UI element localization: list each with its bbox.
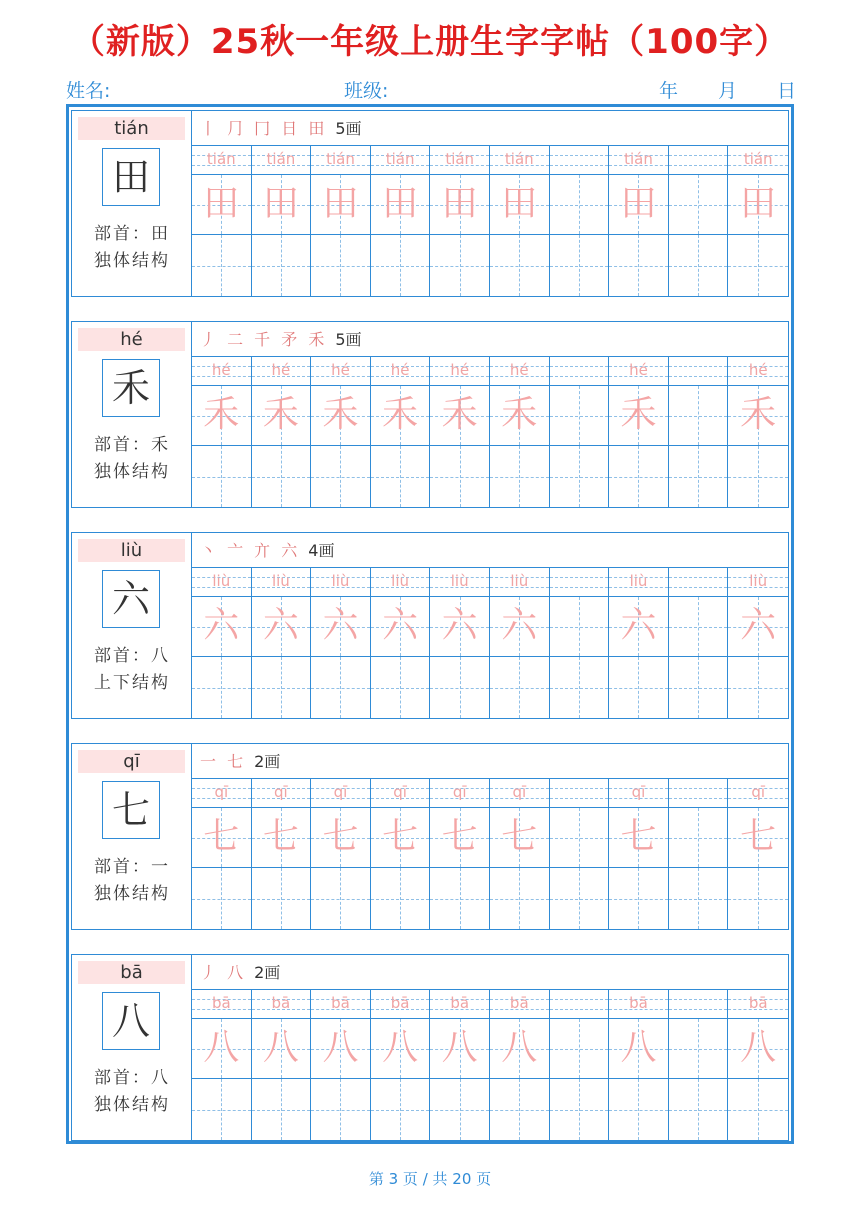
pinyin-cell[interactable] xyxy=(430,568,490,597)
trace-pinyin: hé xyxy=(331,361,350,379)
practice-grid xyxy=(192,779,788,929)
trace-pinyin: liù xyxy=(510,572,529,590)
trace-cell[interactable] xyxy=(371,808,431,868)
trace-pinyin: tián xyxy=(206,150,236,168)
writing-cell[interactable] xyxy=(371,868,431,929)
pinyin-cell[interactable] xyxy=(550,357,610,386)
trace-character: 八 xyxy=(262,1027,299,1068)
stroke-count: 2画 xyxy=(254,963,281,982)
pinyin-cell[interactable] xyxy=(609,146,669,175)
trace-character: 田 xyxy=(262,183,299,224)
pinyin-cell[interactable] xyxy=(252,568,312,597)
writing-cell[interactable] xyxy=(252,1079,312,1140)
trace-character: 禾 xyxy=(382,394,419,435)
trace-character: 田 xyxy=(322,183,359,224)
writing-cell[interactable] xyxy=(609,868,669,929)
trace-character: 禾 xyxy=(262,394,299,435)
trace-character: 六 xyxy=(441,605,478,646)
writing-cell[interactable] xyxy=(669,446,729,507)
writing-cell[interactable] xyxy=(311,657,371,718)
trace-character: 禾 xyxy=(620,394,657,435)
trace-character: 六 xyxy=(620,605,657,646)
writing-cell[interactable] xyxy=(490,657,550,718)
pinyin-cell[interactable] xyxy=(430,779,490,808)
writing-cell[interactable] xyxy=(550,446,610,507)
pinyin-cell[interactable] xyxy=(192,357,252,386)
trace-cell[interactable] xyxy=(192,175,252,235)
trace-cell[interactable] xyxy=(669,1019,729,1079)
trace-cell[interactable] xyxy=(192,808,252,868)
trace-pinyin: liù xyxy=(271,572,290,590)
trace-character: 七 xyxy=(620,816,657,857)
pinyin-cell[interactable] xyxy=(311,357,371,386)
trace-character: 七 xyxy=(441,816,478,857)
trace-pinyin: tián xyxy=(445,150,475,168)
trace-character: 八 xyxy=(620,1027,657,1068)
trace-character: 七 xyxy=(262,816,299,857)
stroke-order xyxy=(192,322,788,357)
character-info-panel xyxy=(72,533,192,718)
trace-cell[interactable] xyxy=(669,175,729,235)
writing-cell[interactable] xyxy=(550,1079,610,1140)
year-label: 年 xyxy=(658,80,678,102)
trace-cell[interactable] xyxy=(311,175,371,235)
trace-pinyin: tián xyxy=(385,150,415,168)
character-block xyxy=(71,532,789,719)
pinyin-cell[interactable] xyxy=(430,146,490,175)
writing-cell[interactable] xyxy=(490,446,550,507)
pinyin-cell[interactable] xyxy=(490,568,550,597)
writing-cell[interactable] xyxy=(550,657,610,718)
pinyin-cell[interactable] xyxy=(728,357,788,386)
trace-character: 六 xyxy=(740,605,777,646)
writing-cell[interactable] xyxy=(430,868,490,929)
pinyin-cell[interactable] xyxy=(728,568,788,597)
trace-cell[interactable] xyxy=(609,808,669,868)
trace-pinyin: hé xyxy=(748,361,768,379)
writing-cell[interactable] xyxy=(371,235,431,296)
pinyin-label: tián xyxy=(78,117,185,140)
writing-cell[interactable] xyxy=(728,235,788,296)
practice-grid xyxy=(192,146,788,296)
page-title: （新版）25秋一年级上册生字字帖（100字） xyxy=(70,22,790,62)
trace-character: 六 xyxy=(501,605,538,646)
trace-character: 七 xyxy=(203,816,240,857)
structure-text: 独体结构 xyxy=(94,884,170,904)
stroke-order xyxy=(192,533,788,568)
trace-character: 田 xyxy=(382,183,419,224)
stroke-sequence: 丿 二 千 矛 禾 xyxy=(200,330,328,349)
trace-cell[interactable] xyxy=(252,386,312,446)
trace-cell[interactable] xyxy=(609,386,669,446)
trace-cell[interactable] xyxy=(252,1019,312,1079)
class-label: 班级: xyxy=(344,80,389,102)
trace-pinyin: liù xyxy=(450,572,469,590)
trace-character: 禾 xyxy=(441,394,478,435)
character-info-panel xyxy=(72,322,192,507)
trace-cell[interactable] xyxy=(192,386,252,446)
trace-pinyin: bā xyxy=(271,994,291,1012)
trace-pinyin: tián xyxy=(624,150,653,168)
trace-character: 六 xyxy=(322,605,359,646)
trace-pinyin: liù xyxy=(749,572,768,590)
trace-character: 禾 xyxy=(740,394,777,435)
trace-character: 七 xyxy=(501,816,538,857)
radical-text: 部首：一 xyxy=(94,857,170,877)
trace-pinyin: liù xyxy=(331,572,350,590)
practice-grid xyxy=(192,990,788,1140)
trace-character: 八 xyxy=(441,1027,478,1068)
pinyin-cell[interactable] xyxy=(609,568,669,597)
trace-pinyin: liù xyxy=(212,572,231,590)
structure-text: 独体结构 xyxy=(94,1095,170,1115)
trace-cell[interactable] xyxy=(550,1019,610,1079)
practice-grid xyxy=(192,568,788,718)
trace-cell[interactable] xyxy=(609,1019,669,1079)
pinyin-cell[interactable] xyxy=(371,146,431,175)
radical-text: 部首：禾 xyxy=(94,435,170,455)
writing-cell[interactable] xyxy=(728,868,788,929)
stroke-order xyxy=(192,111,788,146)
character-info-panel xyxy=(72,744,192,929)
trace-pinyin: qī xyxy=(512,783,527,801)
trace-pinyin: qī xyxy=(393,783,407,801)
character-info-panel xyxy=(72,955,192,1140)
trace-character: 六 xyxy=(203,605,240,646)
pinyin-cell[interactable] xyxy=(490,779,550,808)
pinyin-cell[interactable] xyxy=(371,779,431,808)
trace-pinyin: qī xyxy=(333,783,348,801)
stroke-count: 5画 xyxy=(335,330,362,349)
trace-cell[interactable] xyxy=(669,386,729,446)
pinyin-cell[interactable] xyxy=(728,779,788,808)
trace-cell[interactable] xyxy=(252,175,312,235)
pinyin-cell[interactable] xyxy=(609,990,669,1019)
pinyin-label: qī xyxy=(78,750,185,773)
trace-pinyin: qī xyxy=(751,783,766,801)
trace-cell[interactable] xyxy=(311,386,371,446)
trace-cell[interactable] xyxy=(430,386,490,446)
writing-cell[interactable] xyxy=(669,868,729,929)
date-labels xyxy=(659,76,796,102)
pinyin-cell[interactable] xyxy=(192,779,252,808)
trace-cell[interactable] xyxy=(371,597,431,657)
stroke-count: 2画 xyxy=(254,752,281,771)
trace-pinyin: bā xyxy=(450,994,470,1012)
trace-pinyin: qī xyxy=(631,783,646,801)
trace-pinyin: hé xyxy=(211,361,231,379)
writing-cell[interactable] xyxy=(669,235,729,296)
trace-pinyin: liù xyxy=(629,572,648,590)
pinyin-cell[interactable] xyxy=(550,779,610,808)
pinyin-cell[interactable] xyxy=(311,990,371,1019)
pinyin-cell[interactable] xyxy=(192,990,252,1019)
trace-pinyin: qī xyxy=(214,783,229,801)
trace-character: 八 xyxy=(382,1027,419,1068)
radical-text: 部首：田 xyxy=(94,224,170,244)
writing-cell[interactable] xyxy=(490,235,550,296)
pinyin-label: hé xyxy=(78,328,185,351)
writing-cell[interactable] xyxy=(609,446,669,507)
trace-cell[interactable] xyxy=(490,386,550,446)
trace-pinyin: hé xyxy=(390,361,410,379)
writing-cell[interactable] xyxy=(609,235,669,296)
pinyin-cell[interactable] xyxy=(728,990,788,1019)
trace-pinyin: bā xyxy=(211,994,231,1012)
pinyin-cell[interactable] xyxy=(430,357,490,386)
writing-cell[interactable] xyxy=(252,235,312,296)
writing-cell[interactable] xyxy=(430,1079,490,1140)
trace-cell[interactable] xyxy=(728,808,788,868)
trace-pinyin: tián xyxy=(743,150,773,168)
writing-cell[interactable] xyxy=(430,235,490,296)
stroke-sequence: 一 七 xyxy=(200,752,247,771)
trace-cell[interactable] xyxy=(550,597,610,657)
pinyin-cell[interactable] xyxy=(609,357,669,386)
pinyin-cell[interactable] xyxy=(550,146,610,175)
trace-pinyin: hé xyxy=(509,361,529,379)
writing-cell[interactable] xyxy=(550,235,610,296)
stroke-count: 4画 xyxy=(308,541,335,560)
month-label: 月 xyxy=(717,80,737,102)
trace-cell[interactable] xyxy=(430,1019,490,1079)
writing-cell[interactable] xyxy=(311,1079,371,1140)
trace-character: 禾 xyxy=(322,394,359,435)
model-character: 田 xyxy=(102,148,160,206)
pinyin-cell[interactable] xyxy=(252,779,312,808)
trace-cell[interactable] xyxy=(669,808,729,868)
day-label: 日 xyxy=(776,80,796,102)
pinyin-cell[interactable] xyxy=(669,779,729,808)
trace-pinyin: tián xyxy=(266,150,296,168)
trace-character: 田 xyxy=(740,183,777,224)
pinyin-cell[interactable] xyxy=(609,779,669,808)
trace-cell[interactable] xyxy=(430,597,490,657)
trace-pinyin: bā xyxy=(390,994,410,1012)
pinyin-cell[interactable] xyxy=(371,568,431,597)
pinyin-label: bā xyxy=(78,961,185,984)
writing-cell[interactable] xyxy=(669,1079,729,1140)
pinyin-cell[interactable] xyxy=(669,568,729,597)
stroke-sequence: 丿 八 xyxy=(200,963,247,982)
pinyin-cell[interactable] xyxy=(669,357,729,386)
trace-cell[interactable] xyxy=(371,1019,431,1079)
pinyin-cell[interactable] xyxy=(490,990,550,1019)
writing-cell[interactable] xyxy=(728,657,788,718)
trace-cell[interactable] xyxy=(609,597,669,657)
writing-cell[interactable] xyxy=(609,1079,669,1140)
trace-cell[interactable] xyxy=(669,597,729,657)
writing-cell[interactable] xyxy=(252,446,312,507)
trace-cell[interactable] xyxy=(311,597,371,657)
writing-cell[interactable] xyxy=(609,657,669,718)
trace-cell[interactable] xyxy=(430,175,490,235)
trace-pinyin: qī xyxy=(274,783,288,801)
trace-character: 田 xyxy=(620,183,657,224)
trace-character: 田 xyxy=(501,183,538,224)
trace-pinyin: tián xyxy=(504,150,534,168)
writing-cell[interactable] xyxy=(490,1079,550,1140)
trace-pinyin: bā xyxy=(748,994,768,1012)
trace-cell[interactable] xyxy=(550,175,610,235)
trace-cell[interactable] xyxy=(311,1019,371,1079)
trace-cell[interactable] xyxy=(550,386,610,446)
trace-cell[interactable] xyxy=(252,597,312,657)
trace-pinyin: hé xyxy=(271,361,291,379)
writing-cell[interactable] xyxy=(371,657,431,718)
model-character: 禾 xyxy=(102,359,160,417)
trace-cell[interactable] xyxy=(550,808,610,868)
pinyin-cell[interactable] xyxy=(490,357,550,386)
writing-cell[interactable] xyxy=(192,446,252,507)
trace-pinyin: bā xyxy=(509,994,529,1012)
writing-cell[interactable] xyxy=(371,1079,431,1140)
trace-character: 田 xyxy=(441,183,478,224)
pinyin-cell[interactable] xyxy=(311,146,371,175)
trace-cell[interactable] xyxy=(490,597,550,657)
trace-cell[interactable] xyxy=(728,386,788,446)
writing-cell[interactable] xyxy=(311,868,371,929)
writing-cell[interactable] xyxy=(371,446,431,507)
pinyin-cell[interactable] xyxy=(669,990,729,1019)
trace-character: 七 xyxy=(382,816,419,857)
trace-pinyin: liù xyxy=(391,572,410,590)
trace-cell[interactable] xyxy=(371,386,431,446)
pinyin-cell[interactable] xyxy=(430,990,490,1019)
writing-cell[interactable] xyxy=(192,1079,252,1140)
pinyin-cell[interactable] xyxy=(252,990,312,1019)
pinyin-cell[interactable] xyxy=(252,146,312,175)
stroke-order xyxy=(192,955,788,990)
structure-text: 上下结构 xyxy=(94,673,170,693)
pinyin-cell[interactable] xyxy=(311,568,371,597)
writing-cell[interactable] xyxy=(430,657,490,718)
trace-character: 七 xyxy=(322,816,359,857)
writing-cell[interactable] xyxy=(192,868,252,929)
trace-cell[interactable] xyxy=(371,175,431,235)
writing-cell[interactable] xyxy=(430,446,490,507)
stroke-sequence: 丨 ⺆ 冂 日 田 xyxy=(200,119,328,138)
pinyin-cell[interactable] xyxy=(252,357,312,386)
model-character: 八 xyxy=(102,992,160,1050)
character-block xyxy=(71,954,789,1141)
stroke-sequence: 丶 亠 亣 六 xyxy=(200,541,301,560)
character-info-panel xyxy=(72,111,192,296)
trace-cell[interactable] xyxy=(430,808,490,868)
writing-cell[interactable] xyxy=(192,657,252,718)
pinyin-cell[interactable] xyxy=(371,357,431,386)
trace-character: 田 xyxy=(203,183,240,224)
trace-character: 八 xyxy=(203,1027,240,1068)
character-block xyxy=(71,110,789,297)
trace-cell[interactable] xyxy=(609,175,669,235)
trace-cell[interactable] xyxy=(490,175,550,235)
pinyin-cell[interactable] xyxy=(192,146,252,175)
pinyin-cell[interactable] xyxy=(192,568,252,597)
pinyin-cell[interactable] xyxy=(311,779,371,808)
character-block xyxy=(71,743,789,930)
trace-pinyin: hé xyxy=(450,361,470,379)
trace-pinyin: tián xyxy=(326,150,355,168)
pinyin-cell[interactable] xyxy=(490,146,550,175)
trace-cell[interactable] xyxy=(311,808,371,868)
writing-cell[interactable] xyxy=(311,446,371,507)
trace-character: 六 xyxy=(382,605,419,646)
character-block xyxy=(71,321,789,508)
writing-cell[interactable] xyxy=(490,868,550,929)
pinyin-cell[interactable] xyxy=(669,146,729,175)
writing-cell[interactable] xyxy=(669,657,729,718)
writing-cell[interactable] xyxy=(550,868,610,929)
writing-cell[interactable] xyxy=(252,657,312,718)
trace-character: 八 xyxy=(501,1027,538,1068)
trace-cell[interactable] xyxy=(728,597,788,657)
writing-cell[interactable] xyxy=(252,868,312,929)
pinyin-cell[interactable] xyxy=(550,990,610,1019)
trace-pinyin: bā xyxy=(629,994,648,1012)
writing-cell[interactable] xyxy=(311,235,371,296)
model-character: 六 xyxy=(102,570,160,628)
structure-text: 独体结构 xyxy=(94,251,170,271)
writing-cell[interactable] xyxy=(728,1079,788,1140)
trace-character: 禾 xyxy=(501,394,538,435)
pinyin-cell[interactable] xyxy=(550,568,610,597)
trace-character: 八 xyxy=(740,1027,777,1068)
trace-cell[interactable] xyxy=(728,175,788,235)
structure-text: 独体结构 xyxy=(94,462,170,482)
radical-text: 部首：八 xyxy=(94,646,170,666)
trace-cell[interactable] xyxy=(192,1019,252,1079)
pinyin-label: liù xyxy=(78,539,185,562)
trace-pinyin: bā xyxy=(331,994,350,1012)
name-label: 姓名: xyxy=(66,80,111,102)
stroke-order xyxy=(192,744,788,779)
trace-cell[interactable] xyxy=(728,1019,788,1079)
writing-cell[interactable] xyxy=(728,446,788,507)
trace-cell[interactable] xyxy=(490,1019,550,1079)
trace-character: 六 xyxy=(262,605,299,646)
page-footer: 第 3 页 / 共 20 页 xyxy=(368,1170,492,1188)
pinyin-cell[interactable] xyxy=(371,990,431,1019)
radical-text: 部首：八 xyxy=(94,1068,170,1088)
trace-cell[interactable] xyxy=(490,808,550,868)
trace-cell[interactable] xyxy=(252,808,312,868)
trace-cell[interactable] xyxy=(192,597,252,657)
trace-character: 七 xyxy=(740,816,777,857)
stroke-count: 5画 xyxy=(335,119,362,138)
trace-pinyin: qī xyxy=(452,783,467,801)
practice-grid xyxy=(192,357,788,507)
writing-cell[interactable] xyxy=(192,235,252,296)
model-character: 七 xyxy=(102,781,160,839)
trace-pinyin: hé xyxy=(629,361,648,379)
pinyin-cell[interactable] xyxy=(728,146,788,175)
trace-character: 禾 xyxy=(203,394,240,435)
trace-character: 八 xyxy=(322,1027,359,1068)
